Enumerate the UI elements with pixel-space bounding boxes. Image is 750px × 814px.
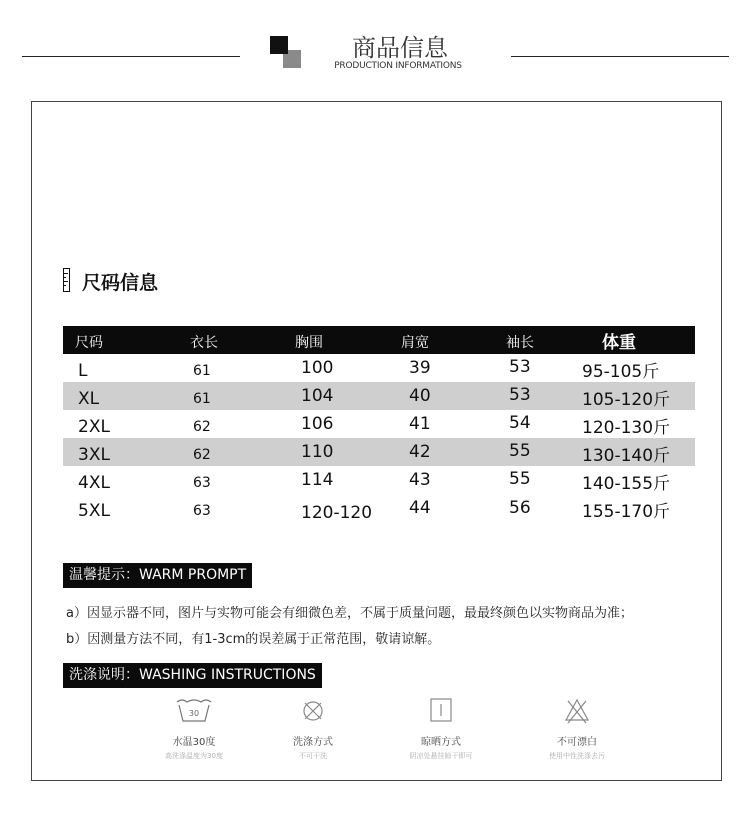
cell-weight: 95-105斤 [582, 362, 660, 382]
cell-length: 61 [193, 363, 211, 379]
table-row [63, 354, 695, 382]
cell-weight: 140-155斤 [582, 474, 671, 494]
cell-shoulder: 42 [409, 442, 431, 462]
cell-sleeve: 53 [509, 385, 531, 405]
col-shoulder: 肩宽 [401, 335, 429, 351]
table-row [63, 496, 695, 524]
cell-chest: 120-120 [301, 503, 373, 523]
cell-size: L [78, 361, 88, 381]
cell-sleeve: 55 [509, 441, 531, 461]
wash-sub: 高洗涤温度为30度 [165, 752, 223, 760]
wash-sub: 不可干洗 [299, 752, 327, 760]
cell-weight: 155-170斤 [582, 502, 671, 522]
cell-length: 62 [193, 447, 211, 463]
wash-title: 晾晒方式 [421, 737, 461, 748]
header-left-line [22, 56, 240, 57]
cell-shoulder: 40 [409, 386, 431, 406]
table-row [63, 382, 695, 410]
warm-prompt-label: 温馨提示：WARM PROMPT [63, 563, 252, 588]
col-weight: 体重 [602, 333, 636, 353]
wash-30-icon [174, 697, 214, 725]
cell-sleeve: 55 [509, 469, 531, 489]
cell-length: 61 [193, 391, 211, 407]
wash-temperature: 30 [188, 709, 200, 718]
size-section-title: 尺码信息 [82, 272, 159, 294]
cell-length: 62 [193, 419, 211, 435]
cell-chest: 106 [301, 414, 334, 434]
table-row [63, 438, 695, 466]
wash-item [381, 697, 501, 761]
prompt-line-b: b）因测量方法不同，有1-3cm的误差属于正常范围，敬请谅解。 [66, 632, 441, 647]
wash-sub: 使用中性洗涤去污 [549, 752, 605, 760]
col-size: 尺码 [75, 335, 103, 351]
table-row [63, 466, 695, 494]
no-dry-clean-icon [293, 697, 333, 725]
cell-size: XL [78, 389, 100, 409]
cell-shoulder: 39 [409, 358, 431, 378]
cell-length: 63 [193, 475, 211, 491]
cell-weight: 120-130斤 [582, 418, 671, 438]
header-right-line [511, 56, 729, 57]
page-title: 商品信息 [352, 34, 448, 62]
wash-title: 水温30度 [172, 737, 216, 748]
ruler-icon [63, 268, 70, 292]
cell-length: 63 [193, 503, 211, 519]
wash-title: 洗涤方式 [293, 737, 333, 748]
cell-weight: 105-120斤 [582, 390, 671, 410]
page-subtitle: PRODUCTION INFORMATIONS [334, 61, 462, 71]
col-length: 衣长 [190, 335, 218, 351]
cell-size: 4XL [78, 473, 110, 493]
hang-dry-icon [421, 697, 461, 725]
cell-sleeve: 56 [509, 498, 531, 518]
cell-size: 2XL [78, 417, 110, 437]
cell-weight: 130-140斤 [582, 446, 671, 466]
wash-item [517, 697, 637, 761]
wash-sub: 阴凉处悬挂晾干即可 [409, 752, 473, 760]
wash-title: 不可漂白 [557, 737, 597, 748]
cell-chest: 110 [301, 442, 334, 462]
cell-sleeve: 53 [509, 357, 531, 377]
washing-label: 洗涤说明：WASHING INSTRUCTIONS [63, 663, 322, 688]
cell-shoulder: 41 [409, 414, 431, 434]
cell-chest: 104 [301, 386, 334, 406]
size-table-header [63, 326, 695, 354]
no-bleach-icon [557, 697, 597, 725]
cell-shoulder: 43 [409, 470, 431, 490]
col-chest: 胸围 [295, 335, 323, 351]
cell-sleeve: 54 [509, 413, 531, 433]
cell-size: 3XL [78, 445, 110, 465]
wash-item [134, 697, 254, 761]
cell-size: 5XL [78, 501, 110, 521]
cell-shoulder: 44 [409, 498, 431, 518]
col-sleeve: 袖长 [506, 335, 534, 351]
cell-chest: 114 [301, 470, 334, 490]
header-square-dark [270, 36, 288, 54]
prompt-line-a: a）因显示器不同，图片与实物可能会有细微色差，不属于质量问题，最最终颜色以实物商品为准； [66, 606, 633, 621]
wash-item [253, 697, 373, 761]
table-row [63, 410, 695, 438]
cell-chest: 100 [301, 358, 334, 378]
